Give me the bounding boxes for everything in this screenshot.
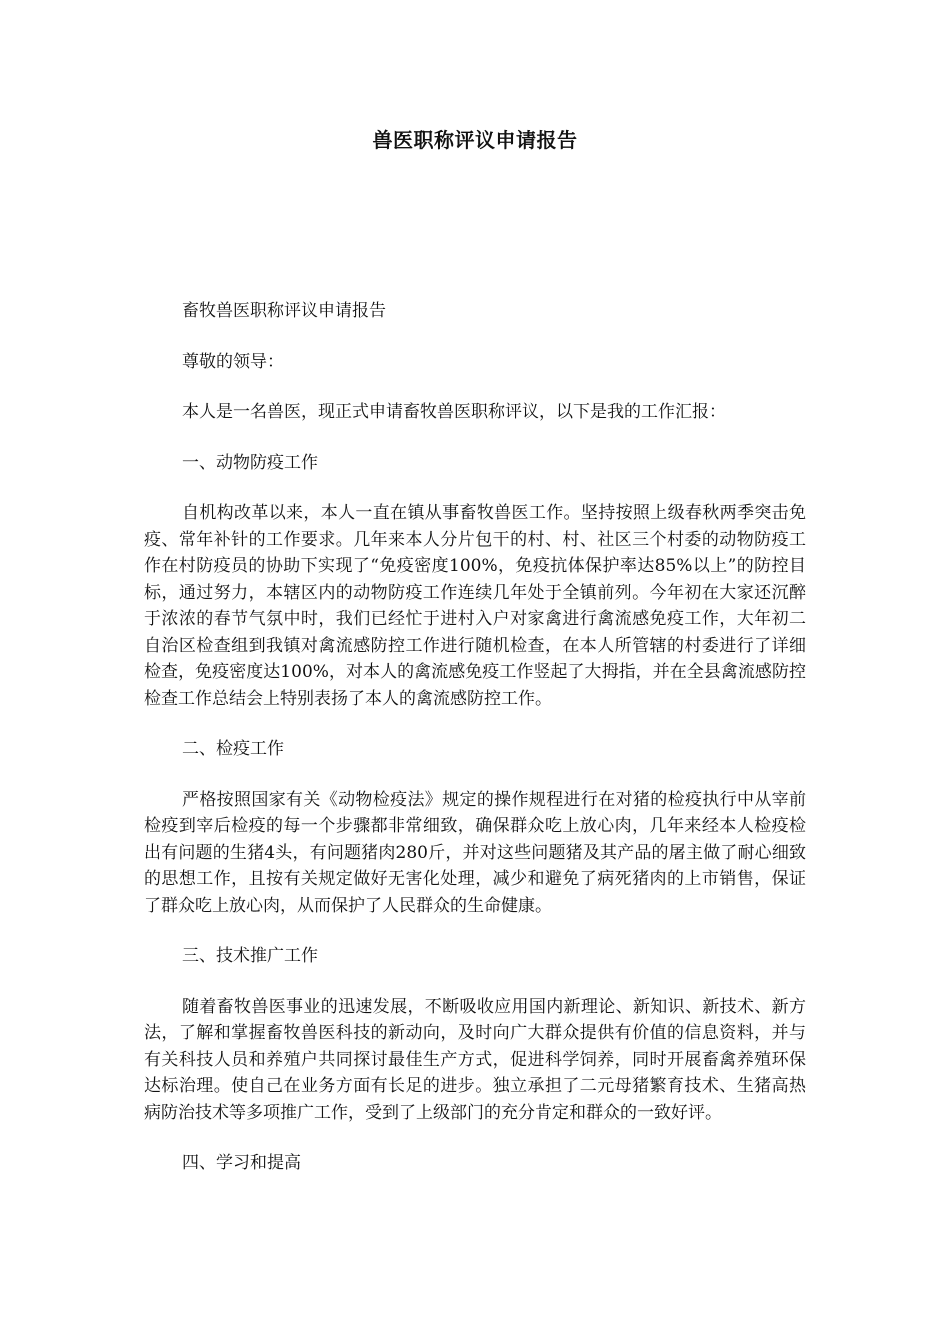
document-body bbox=[144, 298, 806, 1201]
section-heading-epidemic-prevention: 一、动物防疫工作 bbox=[182, 452, 318, 473]
section-heading-technology-promotion: 三、技术推广工作 bbox=[182, 946, 318, 966]
intro-paragraph: 本人是一名兽医，现正式申请畜牧兽医职称评议，以下是我的工作汇报： bbox=[182, 402, 726, 422]
section-heading-learning: 四、学习和提高 bbox=[182, 1153, 301, 1173]
section-heading-quarantine: 二、检疫工作 bbox=[182, 739, 284, 759]
section-body-technology-promotion: 随着畜牧兽医事业的迅速发展，不断吸收应用国内新理论、新知识、新技术、新方法，了解和掌握畜牧兽医科技的新动向，及时向广大群众提供有价值的信息资料，并与有关科技人员和养殖户共同探讨最佳生产方式，促进科学饲养，同时开展畜禽养殖环保达标治理。使自己在业务方面有长足的进步。独立承担了二元母猪繁育技术、生猪高热病防治技术等多项推广工作，受到了上级部门的充分肯定和群众的一致好评。 bbox=[144, 996, 806, 1123]
document-title: 兽医职称评议申请报告 bbox=[372, 128, 578, 152]
document-subtitle: 畜牧兽医职称评议申请报告 bbox=[182, 301, 386, 321]
section-body-quarantine: 严格按照国家有关《动物检疫法》规定的操作规程进行在对猪的检疫执行中从宰前检疫到宰后检疫的每一个步骤都非常细致，确保群众吃上放心肉，几年来经本人检疫检出有问题的生猪4头，有问题猪肉280斤，并对这些问题猪及其产品的屠主做了耐心细致的思想工作，且按有关规定做好无害化处理，减少和避免了病死猪肉的上市销售，保证了群众吃上放心肉，从而保护了人民群众的生命健康。 bbox=[144, 789, 806, 916]
section-body-epidemic-prevention: 自机构改革以来，本人一直在镇从事畜牧兽医工作。坚持按照上级春秋两季突击免疫、常年补针的工作要求。几年来本人分片包干的村、村、社区三个村委的动物防疫工作在村防疫员的协助下实现了“免疫密度100%，免疫抗体保护率达85%以上”的防控目标，通过努力，本辖区内的动物防疫工作连续几年处于全镇前列。今年初在大家还沉醉于浓浓的春节气氛中时，我们已经忙于进村入户对家禽进行禽流感免疫工作，大年初二自治区检查组到我镇对禽流感防控工作进行随机检查，在本人所管辖的村委进行了详细检查，免疫密度达100%，对本人的禽流感免疫工作竖起了大拇指，并在全县禽流感防控检查工作总结会上特别表扬了本人的禽流感防控工作。 bbox=[144, 503, 806, 709]
salutation: 尊敬的领导： bbox=[182, 351, 284, 372]
